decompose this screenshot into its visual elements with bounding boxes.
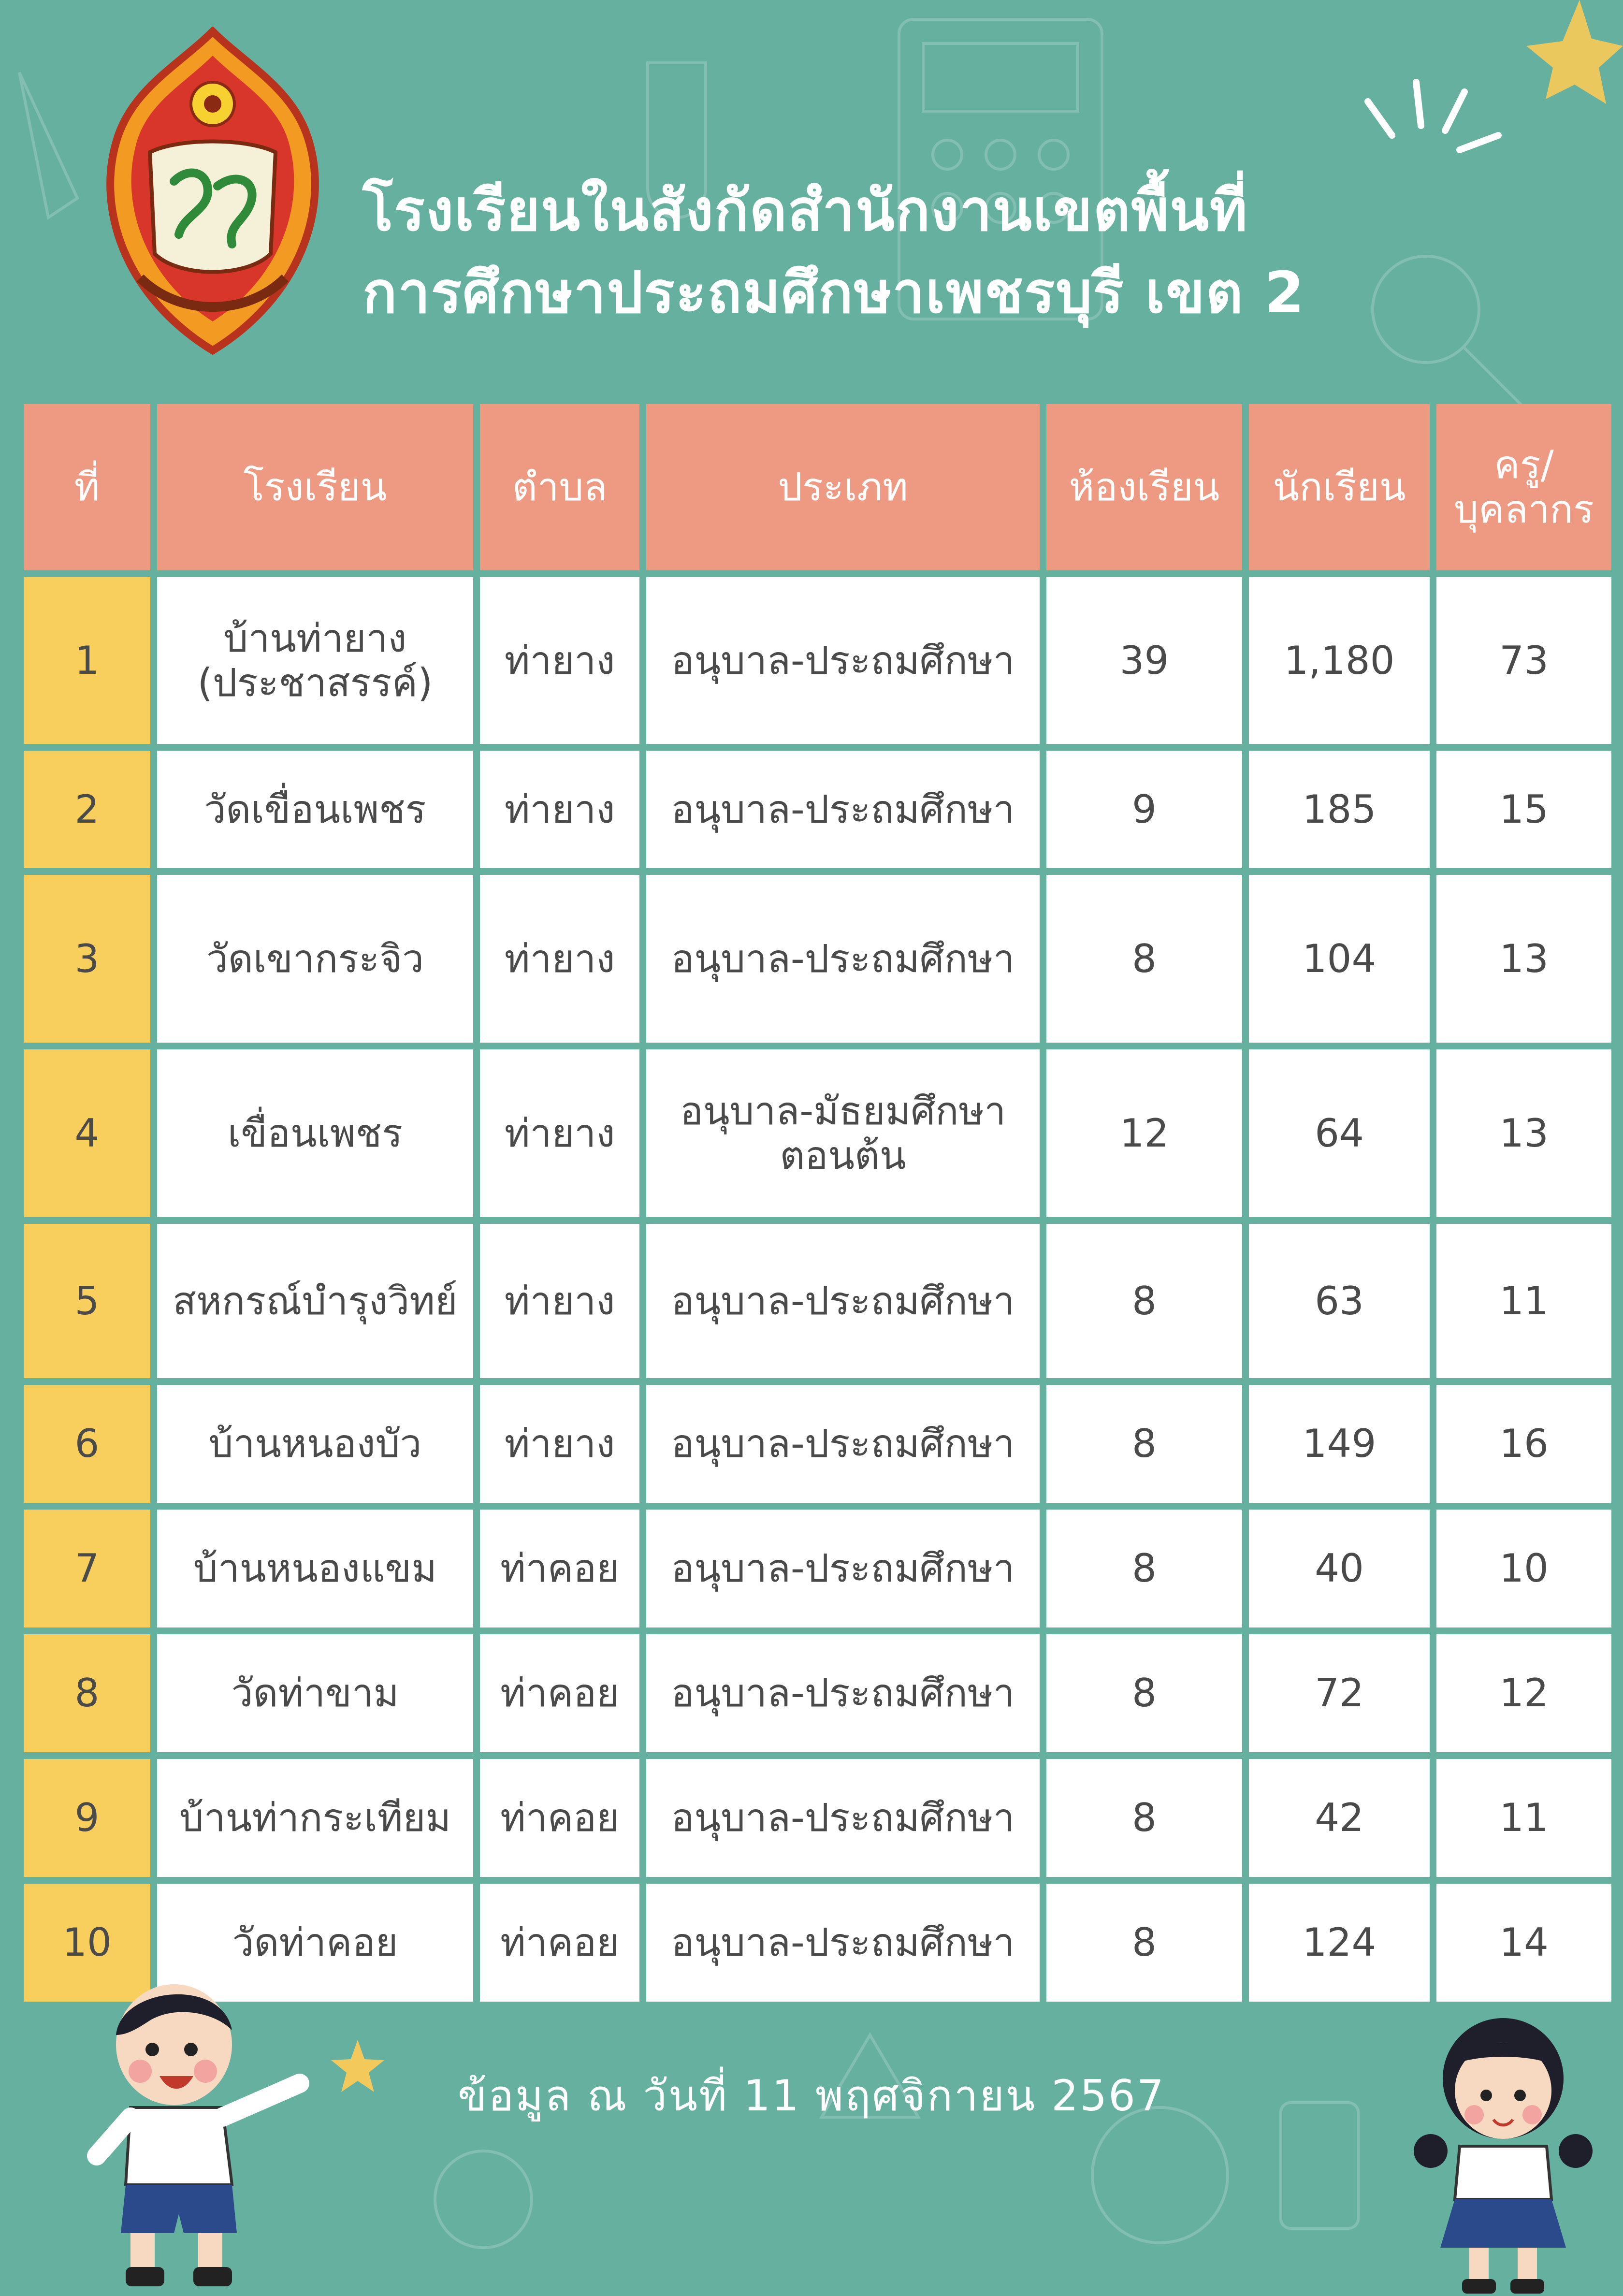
row-number: 8 xyxy=(24,1634,150,1752)
staff-count: 11 xyxy=(1436,1224,1611,1378)
staff-count: 12 xyxy=(1436,1634,1611,1752)
classrooms-count: 8 xyxy=(1046,1385,1242,1503)
row-number: 10 xyxy=(24,1884,150,2002)
row-number: 7 xyxy=(24,1510,150,1628)
school-type: อนุบาล-ประถมศึกษา xyxy=(646,1884,1040,2002)
subdistrict: ท่ายาง xyxy=(480,1049,639,1217)
students-count: 40 xyxy=(1249,1510,1430,1628)
table-row xyxy=(24,1224,1611,1378)
school-name: บ้านหนองบัว xyxy=(157,1385,473,1503)
staff-count: 15 xyxy=(1436,751,1611,868)
students-count: 1,180 xyxy=(1249,577,1430,744)
classrooms-count: 8 xyxy=(1046,1759,1242,1877)
school-name: วัดท่าขาม xyxy=(157,1634,473,1752)
girl-student-icon xyxy=(1402,2006,1605,2296)
school-type: อนุบาล-ประถมศึกษา xyxy=(646,751,1040,868)
column-header-type: ประเภท xyxy=(646,404,1040,570)
classrooms-count: 8 xyxy=(1046,875,1242,1043)
page-title-line-2: การศึกษาประถมศึกษาเพชรบุรี เขต 2 xyxy=(362,259,1305,326)
staff-count: 73 xyxy=(1436,577,1611,744)
school-name: เขื่อนเพชร xyxy=(157,1049,473,1217)
staff-count: 16 xyxy=(1436,1385,1611,1503)
school-type: อนุบาล-ประถมศึกษา xyxy=(646,875,1040,1043)
school-name: บ้านหนองแขม xyxy=(157,1510,473,1628)
table-row xyxy=(24,1385,1611,1503)
school-type: อนุบาล-ประถมศึกษา xyxy=(646,1634,1040,1752)
staff-count: 14 xyxy=(1436,1884,1611,2002)
subdistrict: ท่ายาง xyxy=(480,751,639,868)
school-name: บ้านท่ากระเทียม xyxy=(157,1759,473,1877)
row-number: 3 xyxy=(24,875,150,1043)
staff-count: 13 xyxy=(1436,1049,1611,1217)
staff-count: 13 xyxy=(1436,875,1611,1043)
school-name: สหกรณ์บำรุงวิทย์ xyxy=(157,1224,473,1378)
school-type: อนุบาล-มัธยมศึกษาตอนต้น xyxy=(646,1049,1040,1217)
subdistrict: ท่ายาง xyxy=(480,1224,639,1378)
row-number: 5 xyxy=(24,1224,150,1378)
row-number: 2 xyxy=(24,751,150,868)
subdistrict: ท่าคอย xyxy=(480,1634,639,1752)
table-row xyxy=(24,1759,1611,1877)
column-header-no: ที่ xyxy=(24,404,150,570)
students-count: 104 xyxy=(1249,875,1430,1043)
classrooms-count: 8 xyxy=(1046,1884,1242,2002)
column-header-subdistrict: ตำบล xyxy=(480,404,639,570)
school-type: อนุบาล-ประถมศึกษา xyxy=(646,1510,1040,1628)
subdistrict: ท่ายาง xyxy=(480,875,639,1043)
page-title-line-1: โรงเรียนในสังกัดสำนักงานเขตพื้นที่ xyxy=(362,177,1248,244)
boy-student-icon xyxy=(77,1972,309,2291)
students-count: 64 xyxy=(1249,1049,1430,1217)
subdistrict: ท่าคอย xyxy=(480,1884,639,2002)
classrooms-count: 39 xyxy=(1046,577,1242,744)
subdistrict: ท่าคอย xyxy=(480,1759,639,1877)
school-type: อนุบาล-ประถมศึกษา xyxy=(646,577,1040,744)
table-row xyxy=(24,751,1611,868)
row-number: 4 xyxy=(24,1049,150,1217)
obec-emblem-icon xyxy=(92,27,333,355)
staff-count: 10 xyxy=(1436,1510,1611,1628)
column-header-staff: ครู/ บุคลากร xyxy=(1436,404,1611,570)
classrooms-count: 8 xyxy=(1046,1224,1242,1378)
table-row xyxy=(24,577,1611,744)
table-header-row xyxy=(24,404,1611,570)
column-header-school: โรงเรียน xyxy=(157,404,473,570)
school-name: วัดท่าคอย xyxy=(157,1884,473,2002)
schools-table xyxy=(17,397,1618,2008)
students-count: 63 xyxy=(1249,1224,1430,1378)
burst-lines-icon xyxy=(1353,73,1508,169)
school-name: วัดเขากระจิว xyxy=(157,875,473,1043)
school-type: อนุบาล-ประถมศึกษา xyxy=(646,1224,1040,1378)
row-number: 1 xyxy=(24,577,150,744)
table-row xyxy=(24,1049,1611,1217)
table-row xyxy=(24,875,1611,1043)
classrooms-count: 9 xyxy=(1046,751,1242,868)
school-name: บ้านท่ายาง (ประชาสรรค์) xyxy=(157,577,473,744)
classrooms-count: 8 xyxy=(1046,1510,1242,1628)
classrooms-count: 12 xyxy=(1046,1049,1242,1217)
data-date-note: ข้อมูล ณ วันที่ 11 พฤศจิกายน 2567 xyxy=(457,2071,1166,2121)
students-count: 149 xyxy=(1249,1385,1430,1503)
star-icon xyxy=(1507,0,1623,126)
table-row xyxy=(24,1510,1611,1628)
classrooms-count: 8 xyxy=(1046,1634,1242,1752)
column-header-students: นักเรียน xyxy=(1249,404,1430,570)
students-count: 185 xyxy=(1249,751,1430,868)
table-row xyxy=(24,1634,1611,1752)
school-name: วัดเขื่อนเพชร xyxy=(157,751,473,868)
subdistrict: ท่ายาง xyxy=(480,1385,639,1503)
students-count: 42 xyxy=(1249,1759,1430,1877)
row-number: 6 xyxy=(24,1385,150,1503)
students-count: 72 xyxy=(1249,1634,1430,1752)
subdistrict: ท่าคอย xyxy=(480,1510,639,1628)
staff-count: 11 xyxy=(1436,1759,1611,1877)
column-header-classrooms: ห้องเรียน xyxy=(1046,404,1242,570)
students-count: 124 xyxy=(1249,1884,1430,2002)
school-type: อนุบาล-ประถมศึกษา xyxy=(646,1385,1040,1503)
row-number: 9 xyxy=(24,1759,150,1877)
school-type: อนุบาล-ประถมศึกษา xyxy=(646,1759,1040,1877)
subdistrict: ท่ายาง xyxy=(480,577,639,744)
